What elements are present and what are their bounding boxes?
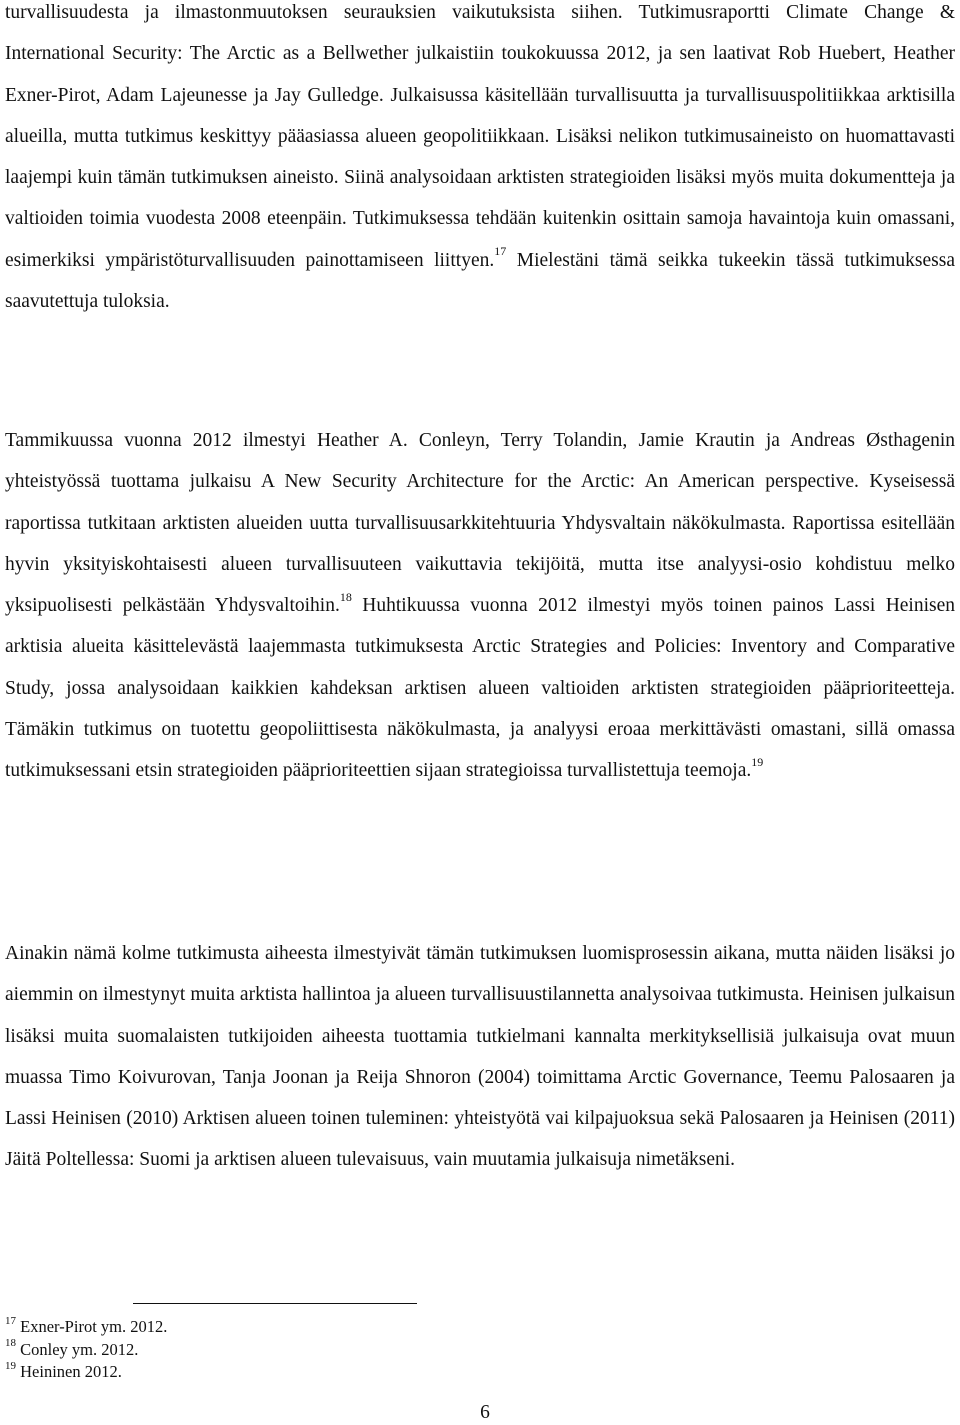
footnote-19 <box>5 1361 605 1384</box>
footnote-number: 19 <box>5 1359 16 1372</box>
footnote-ref-18: 18 <box>339 589 352 604</box>
page-number: 6 <box>480 1402 490 1423</box>
footnote-ref-17: 17 <box>494 244 507 259</box>
footnote-ref-19: 19 <box>751 754 764 769</box>
paragraph-2-text-a: Tammikuussa vuonna 2012 ilmestyi Heather A. Conleyn, Terry Tolandin, Jamie Krautin ja Andreas Østhagenin yhteistyössä tuottama julkaisu A New Security Architecture for the Arctic: An American perspective. Kyseisessä raportissa tutkitaan arktisten alueiden uutta turvallisuusarkkitehtuuria Yhdysvaltain näkökulmasta. Raportissa esitellään hyvin yksityiskohtaisesti alueen turvallisuuteen vaikuttavia tekijöitä, mutta itse analyysi-osio kohdistuu melko yksipuolisesti pelkästään Yhdysvaltoihin. <box>5 430 955 617</box>
footnote-18 <box>5 1339 605 1362</box>
footnote-text: Heininen 2012. <box>16 1362 122 1381</box>
paragraph-1-text-a: turvallisuudesta ja ilmastonmuutoksen seurauksien vaikutuksista siihen. Tutkimusraportti Climate Change & International Security: The Arctic as a Bellwether julkaistiin toukokuussa 2012, ja sen laativat Rob Huebert, Heather Exner-Pirot, Adam Lajeunesse ja Jay Gulledge. Julkaisussa käsitellään turvallisuutta ja turvallisuuspolitiikkaa arktisilla alueilla, mutta tutkimus keskittyy pääasiassa alueen geopolitiikkaan. Lisäksi nelikon tutkimusaineisto on huomattavasti laajempi kuin tämän tutkimuksen aineisto. Siinä analysoidaan arktisten strategioiden lisäksi myös muita dokumentteja ja valtioiden toimia vuodesta 2008 eteenpäin. Tutkimuksessa tehdään kuitenkin osittain samoja havaintoja kuin omassani, esimerkiksi ympäristöturvallisuuden painottamiseen liittyen. <box>5 2 955 271</box>
paragraph-3-text: Ainakin nämä kolme tutkimusta aiheesta ilmestyivät tämän tutkimuksen luomisprosessin aikana, mutta näiden lisäksi jo aiemmin on ilmestynyt muita arktista hallintoa ja alueen turvallisuustilannetta analysoivaa tutkimusta. Heinisen julkaisun lisäksi muita suomalaisten tutkijoiden aiheesta tuottamia tutkielmani kannalta merkityksellisiä julkaisuja ovat muun muassa Timo Koivurovan, Tanja Joonan ja Reija Shnoron (2004) toimittama Arctic Governance, Teemu Palosaaren ja Lassi Heinisen (2010) Arktisen alueen toinen tuleminen: yhteistyötä vai kilpajuoksua sekä Palosaaren ja Heinisen (2011) Jäitä Poltellessa: Suomi ja arktisen alueen tulevaisuus, vain muutamia julkaisuja nimetäkseni. <box>5 943 955 1171</box>
paragraph-1-text-b: Mielestäni tämä seikka tukeekin tässä tutkimuksessa saavutettuja tuloksia. <box>5 249 956 313</box>
footnote-number: 18 <box>5 1337 16 1349</box>
paragraph-1 <box>5 0 955 322</box>
footnote-text: Exner-Pirot ym. 2012. <box>16 1317 168 1336</box>
paragraph-2-text-b: Huhtikuussa vuonna 2012 ilmestyi myös toinen painos Lassi Heinisen arktisia alueita käsittelevästä laajemmasta tutkimuksesta Arctic Strategies and Policies: Inventory and Comparative Study, jossa analysoidaan kaikkien kahdeksan arktisen alueen valtioiden arktisten strategioiden pääprioriteetteja. Tämäkin tutkimus on tuotettu geopoliittisesta näkökulmasta, ja analyysi eroaa merkittävästi omastani, sillä omassa tutkimuksessani etsin strategioiden pääprioriteettien sijaan strategioissa turvallistettuja teemoja. <box>5 595 956 782</box>
footnote-text: Conley ym. 2012. <box>16 1339 139 1359</box>
footnote-number: 17 <box>5 1314 16 1327</box>
footnote-17 <box>5 1316 605 1339</box>
footnotes <box>5 1316 605 1384</box>
paragraph-2 <box>5 420 955 792</box>
footnote-separator <box>133 1303 417 1304</box>
paragraph-3 <box>5 933 955 1181</box>
